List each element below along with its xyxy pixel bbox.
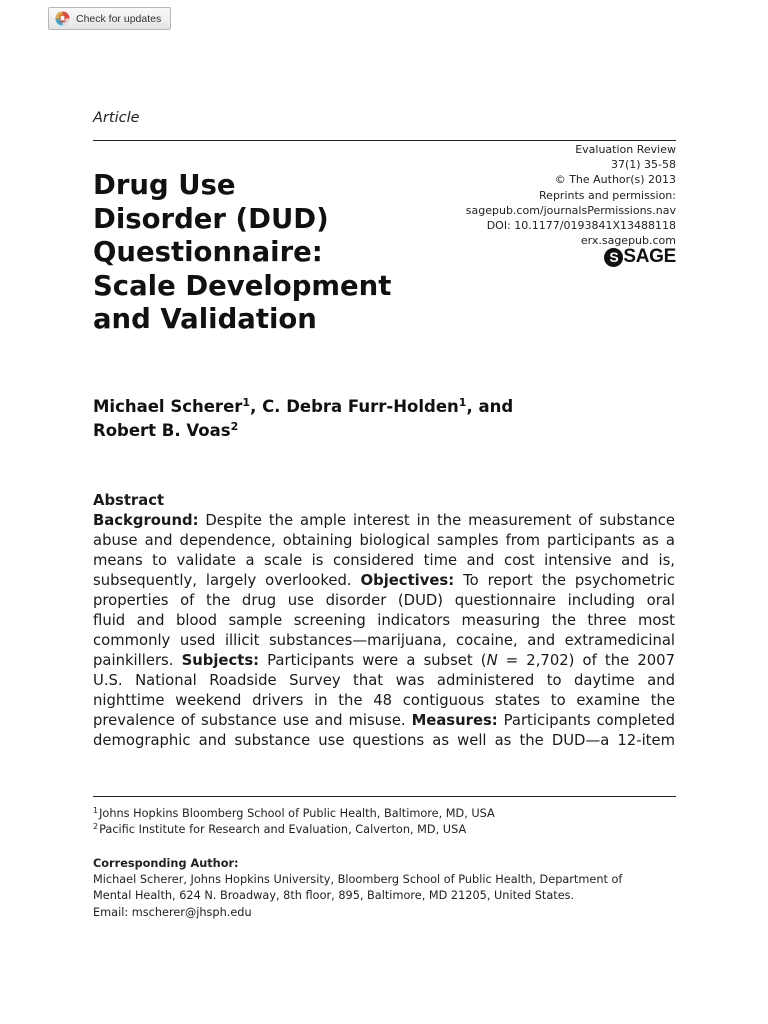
check-for-updates-button[interactable] bbox=[48, 7, 171, 30]
abstract-line: properties of the drug use disorder (DUD) questionnaire including oral bbox=[93, 592, 675, 609]
sage-logo bbox=[604, 246, 676, 268]
author-line-2 bbox=[93, 419, 678, 443]
abstract-text: subsequently, largely overlooked. bbox=[93, 572, 361, 589]
affiliations bbox=[93, 806, 678, 838]
abstract-section-label: Objectives: bbox=[360, 572, 455, 589]
abstract-line: means to validate a scale is considered time and cost intensive and is, bbox=[93, 552, 675, 569]
journal-info bbox=[466, 142, 676, 248]
abstract-line: nighttime weekend drivers in the 48 contiguous states to examine the bbox=[93, 692, 675, 709]
affiliation-marker: 2 bbox=[93, 822, 99, 831]
abstract-line bbox=[93, 711, 675, 731]
journal-copyright: © The Author(s) 2013 bbox=[554, 173, 676, 187]
author-conjunction: , and bbox=[466, 397, 514, 416]
affiliation-item bbox=[93, 822, 678, 838]
header-divider bbox=[93, 140, 676, 141]
abstract-variable: N bbox=[486, 652, 498, 669]
journal-doi[interactable]: DOI: 10.1177/0193841X13488118 bbox=[486, 219, 676, 233]
abstract-text: prevalence of substance use and misuse. bbox=[93, 712, 412, 729]
abstract-line: commonly used illicit substances—marijuana, cocaine, and extramedicinal bbox=[93, 632, 675, 649]
abstract-section-label: Measures: bbox=[411, 712, 498, 729]
title-line: Questionnaire: bbox=[93, 236, 323, 268]
affiliation-text: Pacific Institute for Research and Evaluation, Calverton, MD, USA bbox=[99, 823, 467, 836]
abstract-section-label: Background: bbox=[93, 512, 199, 529]
journal-url[interactable]: erx.sagepub.com bbox=[580, 234, 676, 248]
sage-logo-icon: S bbox=[604, 248, 623, 267]
abstract-line: fluid and blood sample screening indicators measuring the three most bbox=[93, 612, 675, 629]
author-name: Robert B. Voas bbox=[93, 421, 231, 440]
affiliation-marker: 2 bbox=[230, 420, 239, 433]
abstract-line: U.S. National Roadside Survey that was administered to daytime and bbox=[93, 672, 675, 689]
abstract-line: demographic and substance use questions as well as the DUD—a 12-item bbox=[93, 732, 675, 749]
abstract-line bbox=[93, 571, 675, 591]
abstract-text: To report the psychometric bbox=[454, 572, 675, 589]
article-title bbox=[93, 169, 433, 337]
title-line: and Validation bbox=[93, 303, 317, 335]
corresponding-author-email[interactable]: Email: mscherer@jhsph.edu bbox=[93, 905, 252, 919]
corresponding-author-line: Mental Health, 624 N. Broadway, 8th floor, 895, Baltimore, MD 21205, United States. bbox=[93, 889, 575, 903]
abstract-heading: Abstract bbox=[93, 492, 165, 509]
check-for-updates-label: Check for updates bbox=[76, 12, 162, 25]
journal-permissions-link[interactable]: sagepub.com/journalsPermissions.nav bbox=[465, 203, 676, 217]
author-list bbox=[93, 395, 678, 443]
sage-logo-text: SAGE bbox=[623, 246, 676, 267]
abstract-line bbox=[93, 511, 675, 531]
journal-volume: 37(1) 35-58 bbox=[610, 158, 676, 172]
journal-name: Evaluation Review bbox=[575, 143, 676, 156]
corresponding-author-line: Michael Scherer, Johns Hopkins University, Bloomberg School of Public Health, Department of bbox=[93, 873, 623, 887]
title-line: Disorder (DUD) bbox=[93, 202, 329, 235]
journal-reprints: Reprints and permission: bbox=[539, 188, 676, 202]
abstract-text: Despite the ample interest in the measurement of substance bbox=[198, 512, 675, 529]
author-name: Michael Scherer bbox=[93, 397, 243, 416]
author-line-1 bbox=[93, 395, 678, 419]
abstract-text: = 2,702) of the 2007 bbox=[497, 652, 675, 669]
abstract-text: painkillers. bbox=[93, 652, 182, 669]
affiliation-marker: 1 bbox=[458, 396, 467, 409]
abstract-text: Participants completed bbox=[497, 712, 675, 729]
title-line: Scale Development bbox=[93, 269, 392, 302]
corresponding-author-heading: Corresponding Author: bbox=[93, 857, 239, 870]
title-line: Drug Use bbox=[93, 169, 236, 201]
abstract-line bbox=[93, 651, 675, 671]
abstract-text: Participants were a subset ( bbox=[259, 652, 487, 669]
article-type-label: Article bbox=[93, 110, 140, 126]
affiliation-marker: 1 bbox=[93, 806, 99, 815]
affiliation-text: Johns Hopkins Bloomberg School of Public Health, Baltimore, MD, USA bbox=[99, 807, 495, 820]
footnote-divider bbox=[93, 796, 676, 797]
corresponding-author bbox=[93, 856, 683, 921]
abstract bbox=[93, 491, 675, 751]
author-name: , C. Debra Furr-Holden bbox=[250, 397, 459, 416]
abstract-section-label: Subjects: bbox=[181, 652, 260, 669]
abstract-line: abuse and dependence, obtaining biological samples from participants as a bbox=[93, 532, 675, 549]
crossmark-icon bbox=[55, 11, 70, 26]
affiliation-marker: 1 bbox=[242, 396, 251, 409]
affiliation-item bbox=[93, 806, 678, 822]
